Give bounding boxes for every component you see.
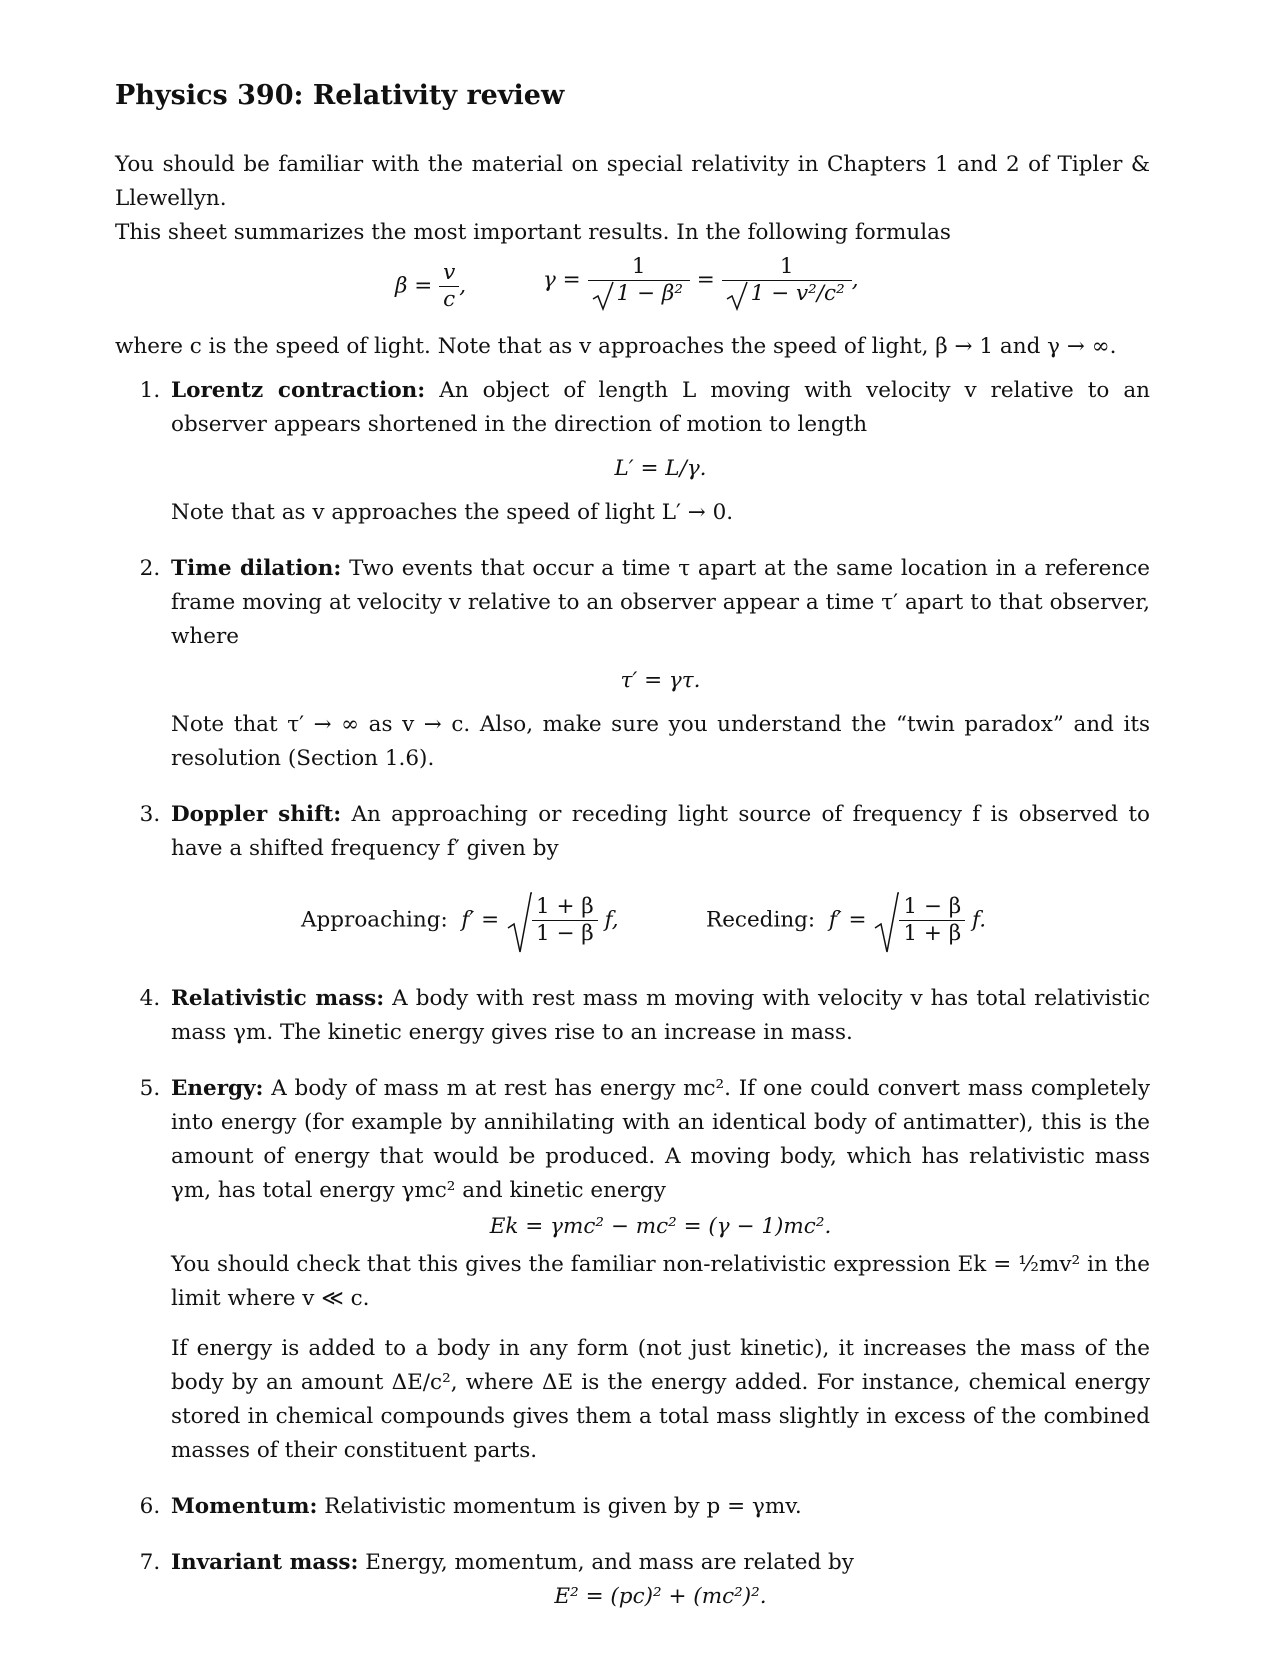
list-item-lorentz: [167, 374, 1150, 530]
item-heading: Invariant mass:: [171, 1550, 359, 1575]
list-item-doppler: [167, 798, 1150, 960]
list-item-time-dilation: [167, 552, 1150, 776]
item-heading: Time dilation:: [171, 556, 342, 581]
item-heading: Lorentz contraction:: [171, 378, 426, 403]
definition-equations: [115, 254, 1150, 330]
time-dilation-equation: τ′ = γτ.: [620, 668, 701, 693]
page-title: Physics 390: Relativity review: [115, 80, 565, 111]
item-text: A body of mass m at rest has energy mc². If one could convert mass completely into energy (for example by annihilating with an identical body of antimatter), this is the amount of energy that would be produced. A moving body, which has relativistic mass γm, has total energy γmc² and kinetic energy: [171, 1076, 1150, 1203]
item-note: Note that as v approaches the speed of light L′ → 0.: [171, 500, 734, 525]
item-note: Note that τ′ → ∞ as v → c. Also, make sure you understand the “twin paradox” and its resolution (Section 1.6).: [171, 712, 1150, 771]
item-text: A body with rest mass m moving with velocity v has total relativistic mass γm. The kinetic energy gives rise to an increase in mass.: [171, 986, 1150, 1045]
lorentz-equation: L′ = L/γ.: [614, 456, 707, 481]
intro-line-2: This sheet summarizes the most important results. In the following formulas: [115, 220, 951, 245]
list-item-relativistic-mass: [167, 982, 1150, 1050]
item-text: An approaching or receding light source of frequency f is observed to have a shifted frequency f′ given by: [171, 802, 1151, 861]
doppler-equations: [171, 876, 1150, 960]
item-text: An object of length L moving with velocity v relative to an observer appears shortened in the direction of motion to length: [171, 378, 1150, 437]
energy-equation: Ek = γmc² − mc² = (γ − 1)mc².: [489, 1214, 832, 1239]
document-page: [115, 78, 1150, 1636]
item-heading: Relativistic mass:: [171, 986, 385, 1011]
intro-line-1: You should be familiar with the material on special relativity in Chapters 1 and 2 of Tipler & Llewellyn.: [115, 152, 1150, 211]
invariant-mass-equation: E² = (pc)² + (mc²)².: [554, 1584, 767, 1609]
item-heading: Doppler shift:: [171, 802, 342, 827]
item-heading: Momentum:: [171, 1494, 318, 1519]
list-item-momentum: [167, 1490, 1150, 1524]
list-item-invariant-mass: [167, 1546, 1150, 1614]
item-heading: Energy:: [171, 1076, 264, 1101]
beta-definition: β = $\frac{v}{c}$ ,: [395, 260, 467, 312]
approaching-equation: Approaching: f′ = $\frac{1 + \beta}{1 - \beta}$ f,: [301, 894, 619, 947]
item-text: Energy, momentum, and mass are related by: [365, 1550, 854, 1575]
item-text: Relativistic momentum is given by p = γmv.: [324, 1494, 802, 1519]
results-list: [115, 374, 1150, 1614]
item-text: Two events that occur a time τ apart at the same location in a reference frame moving at velocity v relative to an observer appear a time τ′ apart to that observer, where: [171, 556, 1151, 649]
item-note-2: If energy is added to a body in any form (not just kinetic), it increases the mass of the body by an amount ΔE/c², where ΔE is the energy added. For instance, chemical energy stored in chemical compounds gives them a total mass slightly in excess of the combined masses of their constituent parts.: [171, 1336, 1150, 1463]
item-note: You should check that this gives the familiar non-relativistic expression Ek = ½mv² in the limit where v ≪ c.: [171, 1252, 1150, 1311]
receding-equation: Receding: f′ = $\frac{1 - \beta}{1 + \beta}$ f.: [706, 894, 986, 947]
gamma-definition: γ = $\frac{1}{\text{1 − β²}}$ = $\frac{1}{\text{1 − v²/c²}}$ ,: [543, 254, 859, 307]
intro-after: where c is the speed of light. Note that as v approaches the speed of light, β → 1 and γ → ∞.: [115, 334, 1117, 359]
list-item-energy: [167, 1072, 1150, 1468]
